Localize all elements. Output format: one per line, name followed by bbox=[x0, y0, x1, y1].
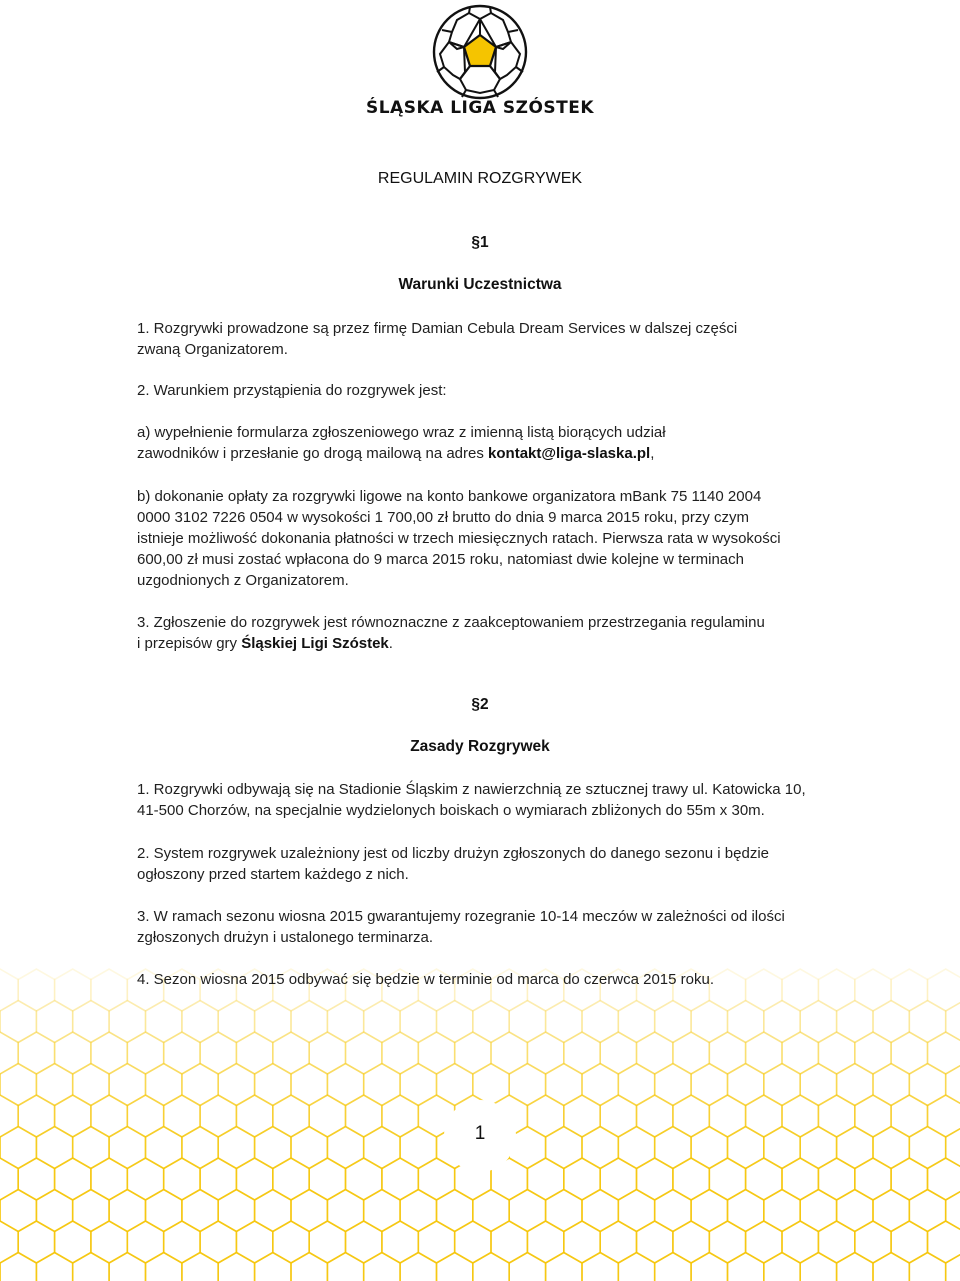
paragraph-text: i przepisów gry bbox=[137, 635, 242, 652]
section-1-title: Warunki Uczestnictwa bbox=[398, 276, 562, 293]
football-ball-icon bbox=[430, 2, 530, 102]
paragraph-line: 1. Rozgrywki prowadzone są przez firmę Damian Cebula Dream Services w dalszej części bbox=[137, 320, 738, 337]
brand-name: ŚLĄSKA LIGA SZÓSTEK bbox=[365, 98, 595, 118]
document-title: REGULAMIN ROZGRYWEK bbox=[377, 170, 583, 187]
paragraph-line bbox=[137, 633, 837, 654]
paragraph-line: istnieje możliwość dokonania płatności w trzech miesięcznych ratach. Pierwsza rata w wysokości bbox=[137, 530, 781, 547]
section-1-number: §1 bbox=[471, 234, 489, 251]
section-2-number: §2 bbox=[471, 696, 489, 713]
section-2-paragraph-4 bbox=[137, 969, 837, 990]
section-1-paragraph-3 bbox=[137, 612, 837, 654]
section-2-title: Zasady Rozgrywek bbox=[410, 738, 550, 755]
league-name: Śląskiej Ligi Szóstek bbox=[241, 635, 389, 652]
paragraph-line: 2. System rozgrywek uzależniony jest od liczby drużyn zgłoszonych do danego sezonu i będzie bbox=[137, 845, 770, 862]
paragraph-text: . bbox=[388, 635, 393, 652]
section-1-paragraph-2 bbox=[137, 380, 837, 401]
paragraph-line: 4. Sezon wiosna 2015 odbywać się będzie w terminie od marca do czerwca 2015 roku. bbox=[137, 971, 714, 988]
section-2-paragraph-2 bbox=[137, 843, 837, 885]
contact-email: kontakt@liga-slaska.pl bbox=[488, 445, 651, 462]
paragraph-line: 2. Warunkiem przystąpienia do rozgrywek jest: bbox=[137, 382, 447, 399]
paragraph-line: a) wypełnienie formularza zgłoszeniowego wraz z imienną listą biorących udział bbox=[137, 424, 666, 441]
section-1-paragraph-a bbox=[137, 422, 837, 464]
section-1-paragraph-b bbox=[137, 486, 837, 591]
paragraph-line: 3. W ramach sezonu wiosna 2015 gwarantujemy rozegranie 10-14 meczów w zależności od ilości bbox=[137, 908, 785, 925]
page-number: 1 bbox=[474, 1123, 486, 1144]
paragraph-line: zgłoszonych drużyn i ustalonego terminarza. bbox=[137, 929, 433, 946]
paragraph-line: b) dokonanie opłaty za rozgrywki ligowe na konto bankowe organizatora mBank 75 1140 2004 bbox=[137, 488, 762, 505]
section-2-paragraph-1 bbox=[137, 779, 837, 821]
paragraph-line: 41-500 Chorzów, na specjalnie wydzielonych boiskach o wymiarach zbliżonych do 55m x 30m. bbox=[137, 802, 765, 819]
section-2-paragraph-3 bbox=[137, 906, 837, 948]
paragraph-line: 1. Rozgrywki odbywają się na Stadionie Śląskim z nawierzchnią ze sztucznej trawy ul. Katowicka 10, bbox=[137, 781, 806, 798]
paragraph-line: 0000 3102 7226 0504 w wysokości 1 700,00 zł brutto do dnia 9 marca 2015 roku, przy czym bbox=[137, 509, 750, 526]
paragraph-line: uzgodnionych z Organizatorem. bbox=[137, 572, 349, 589]
paragraph-line: zwaną Organizatorem. bbox=[137, 341, 288, 358]
paragraph-line: 600,00 zł musi zostać wpłacona do 9 marca 2015 roku, natomiast dwie kolejne w terminach bbox=[137, 551, 744, 568]
paragraph-line: 3. Zgłoszenie do rozgrywek jest równoznaczne z zaakceptowaniem przestrzegania regulaminu bbox=[137, 614, 765, 631]
paragraph-text: zawodników i przesłanie go drogą mailową na adres bbox=[137, 445, 489, 462]
section-1-paragraph-1 bbox=[137, 318, 837, 360]
paragraph-text: , bbox=[650, 445, 655, 462]
paragraph-line bbox=[137, 443, 837, 464]
paragraph-line: ogłoszony przed startem każdego z nich. bbox=[137, 866, 409, 883]
